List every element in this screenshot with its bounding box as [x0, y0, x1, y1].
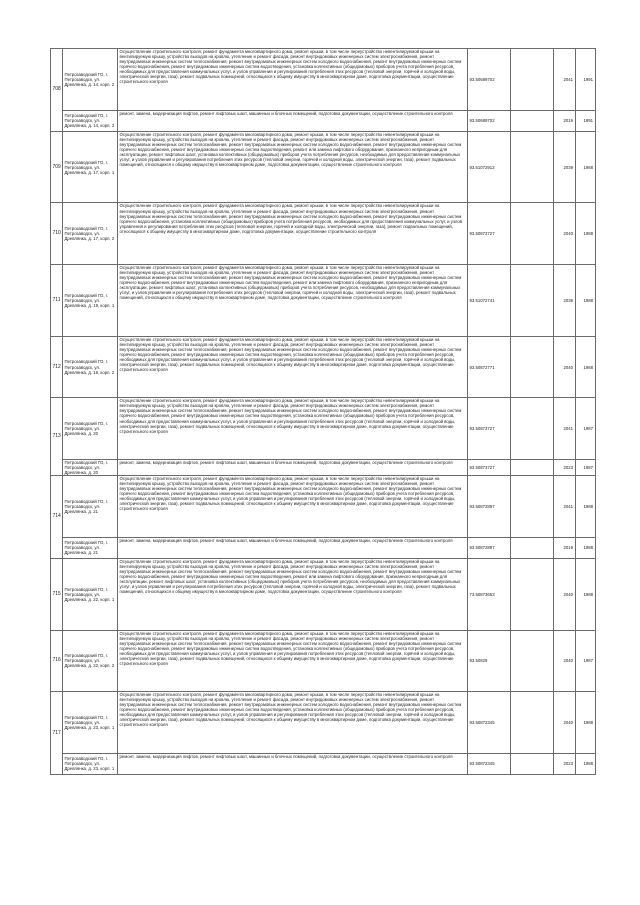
repair-year: 2041: [554, 49, 576, 111]
table-row: [51, 398, 596, 460]
repair-year: 2041: [554, 398, 576, 460]
construction-year: 1988: [576, 692, 596, 754]
row-number: 711: [51, 265, 63, 337]
works-cell: Осуществление строительного контроля, ремонт фундамента многоквартирного дома, ремонт крыши, в том числе переустройство невентилируемой крыши на вентилируемую крышу, устройство выходов на кровлю, утепление и ремонт фасада, ремонт внутридомовых инженерных систем электроснабжения, ремонт внутридомовых инженерных систем теплоснабжения, ремонт внутридомовых инженерных систем холодного водоснабжения, ремонт внутридомовых инженерных систем горячего водоснабжения, ремонт внутридомовых инженерных систем водоотведения, установка коллективных (общедомовых) приборов учета потребления ресурсов, необходимых для предоставления коммунальных услуг, и узлов управления и регулирования потребления этих ресурсов (тепловой энергии, горячей и холодной воды, электрической энергии, газа), ремонт подвальных помещений, относящихся к общему имуществу в многоквартирном доме, подготовка документации, осуществление строительного контроля: [118, 630, 468, 692]
construction-year: 1991: [576, 110, 596, 131]
blank-cell: [511, 558, 554, 630]
construction-year: 1988: [576, 131, 596, 203]
blank-cell: [511, 336, 554, 398]
blank-cell: [511, 630, 554, 692]
cadastral-code: 93.50872771: [468, 336, 511, 398]
construction-year: 1987: [576, 459, 596, 475]
blank-cell: [511, 476, 554, 538]
table-row: [51, 630, 596, 692]
blank-cell: [511, 692, 554, 754]
cadastral-code: 93.50872345: [468, 692, 511, 754]
table-row: [51, 459, 596, 475]
cadastral-code: 93.50829: [468, 630, 511, 692]
table-body: [51, 49, 596, 775]
address-cell: Петрозаводский ГО, г. Петрозаводск, ул. Древлянка, д. 22, корп. 2: [63, 630, 118, 692]
blank-cell: [511, 265, 554, 337]
cadastral-code: 93.50872897: [468, 537, 511, 558]
table-row: [51, 537, 596, 558]
address-cell: Петрозаводский ГО, г. Петрозаводск, ул. Древлянка, д. 23, корп. 1: [63, 753, 118, 774]
works-cell: Осуществление строительного контроля, ремонт фундамента многоквартирного дома, ремонт крыши, в том числе переустройство невентилируемой крыши на вентилируемую крышу, устройство выходов на кровлю, утепление и ремонт фасада, ремонт внутридомовых инженерных систем электроснабжения, ремонт внутридомовых инженерных систем теплоснабжения, ремонт внутридомовых инженерных систем холодного водоснабжения, ремонт внутридомовых инженерных систем горячего водоснабжения, установка коллективных (общедомовых) приборов учета потребления ресурсов, необходимых для предоставления коммунальных услуг, и узлов управления и регулирования потребления этих ресурсов (тепловой энергии, горячей и холодной воды, электрической энергии, газа), ремонт подвальных помещений, относящихся к общему имуществу в многоквартирном доме, подготовка документации, осуществление строительного контроля: [118, 203, 468, 265]
address-cell: Петрозаводский ГО, г. Петрозаводск, ул. Древлянка, д. 22, корп. 1: [63, 558, 118, 630]
blank-cell: [511, 110, 554, 131]
construction-year: 1988: [576, 537, 596, 558]
address-cell: Петрозаводский ГО, г. Петрозаводск, ул. Древлянка, д. 17, корп. 1: [63, 131, 118, 203]
address-cell: Петрозаводский ГО, г. Петрозаводск, ул. Древлянка, д. 17, корп. 2: [63, 203, 118, 265]
cadastral-code: 93.51072741: [468, 265, 511, 337]
construction-year: 1988: [576, 558, 596, 630]
repair-year: 2039: [554, 131, 576, 203]
row-number: 712: [51, 336, 63, 398]
repair-year: 2039: [554, 265, 576, 337]
cadastral-code: 93.50872897: [468, 476, 511, 538]
table-row: [51, 265, 596, 337]
repair-year: 2023: [554, 459, 576, 475]
repair-year: 2019: [554, 110, 576, 131]
construction-year: 1987: [576, 630, 596, 692]
row-number: 717: [51, 692, 63, 775]
works-cell: Осуществление строительного контроля, ремонт фундамента многоквартирного дома, ремонт крыши, в том числе переустройство невентилируемой крыши на вентилируемую крышу, устройство выходов на кровлю, утепление и ремонт фасада, ремонт внутридомовых инженерных систем электроснабжения, ремонт внутридомовых инженерных систем теплоснабжения, ремонт внутридомовых инженерных систем холодного водоснабжения, ремонт внутридомовых инженерных систем горячего водоснабжения, ремонт внутридомовых инженерных систем водоотведения, ремонт или замена лифтового оборудования, признанного непригодным для эксплуатации, ремонт лифтовых шахт, установка коллективных (общедомовых) приборов учета потребления ресурсов, необходимых для предоставления коммунальных услуг, и узлов управления и регулирования потребления этих ресурсов (тепловой энергии, горячей и холодной воды, электрической энергии, газа), ремонт подвальных помещений, относящихся к общему имуществу в многоквартирном доме, подготовка документации, осуществление строительного контроля: [118, 131, 468, 203]
cadastral-code: 93.50873727: [468, 459, 511, 475]
blank-cell: [511, 203, 554, 265]
blank-cell: [511, 753, 554, 774]
row-number: 715: [51, 558, 63, 630]
repair-year: 2040: [554, 692, 576, 754]
table-row: [51, 558, 596, 630]
cadastral-code: 93.50689702: [468, 49, 511, 111]
blank-cell: [511, 537, 554, 558]
cadastral-code: 93.50872345: [468, 753, 511, 774]
cadastral-code: 73.50873653: [468, 558, 511, 630]
cadastral-code: 93.50873727: [468, 398, 511, 460]
row-number: 708: [51, 49, 63, 132]
row-number: 713: [51, 398, 63, 476]
construction-year: 1988: [576, 203, 596, 265]
address-cell: Петрозаводский ГО, г. Петрозаводск, ул. Древлянка, д. 14, корп. 2: [63, 110, 118, 131]
repair-year: 2023: [554, 753, 576, 774]
table-row: [51, 49, 596, 111]
row-number: 716: [51, 630, 63, 692]
works-cell: Осуществление строительного контроля, ремонт фундамента многоквартирного дома, ремонт крыши, в том числе переустройство невентилируемой крыши на вентилируемую крышу, устройство выходов на кровлю, утепление и ремонт фасада, ремонт внутридомовых инженерных систем электроснабжения, ремонт внутридомовых инженерных систем теплоснабжения, ремонт внутридомовых инженерных систем холодного водоснабжения, ремонт внутридомовых инженерных систем горячего водоснабжения, ремонт внутридомовых инженерных систем водоотведения, установка коллективных (общедомовых) приборов учета потребления ресурсов, необходимых для предоставления коммунальных услуг, и узлов управления и регулирования потребления этих ресурсов (тепловой энергии, горячей и холодной воды, электрической энергии, газа), ремонт подвальных помещений, относящихся к общему имуществу в многоквартирном доме, подготовка документации, осуществление строительного контроля: [118, 49, 468, 111]
works-cell: ремонт, замена, модернизация лифтов, ремонт лифтовых шахт, машинных и блочных помещений, подготовка документации, осуществление строительного контроля: [118, 537, 468, 558]
blank-cell: [511, 398, 554, 460]
address-cell: Петрозаводский ГО, г. Петрозаводск, ул. Древлянка, д. 23, корп. 1: [63, 692, 118, 754]
works-cell: ремонт, замена, модернизация лифтов, ремонт лифтовых шахт, машинных и блочных помещений, подготовка документации, осуществление строительного контроля: [118, 110, 468, 131]
works-cell: ремонт, замена, модернизация лифтов, ремонт лифтовых шахт, машинных и блочных помещений, подготовка документации, осуществление строительного контроля: [118, 753, 468, 774]
construction-year: 1991: [576, 49, 596, 111]
cadastral-code: 93.50872727: [468, 203, 511, 265]
blank-cell: [511, 49, 554, 111]
repair-year: 2041: [554, 476, 576, 538]
table-row: [51, 110, 596, 131]
works-cell: Осуществление строительного контроля, ремонт фундамента многоквартирного дома, ремонт крыши, в том числе переустройство невентилируемой крыши на вентилируемую крышу, устройство выходов на кровлю, утепление и ремонт фасада, ремонт внутридомовых инженерных систем электроснабжения, ремонт внутридомовых инженерных систем теплоснабжения, ремонт внутридомовых инженерных систем холодного водоснабжения, ремонт внутридомовых инженерных систем горячего водоснабжения, ремонт внутридомовых инженерных систем водоотведения, ремонт или замена лифтового оборудования, признанного непригодным для эксплуатации, ремонт лифтовых шахт, установка коллективных (общедомовых) приборов учета потребления ресурсов, необходимых для предоставления коммунальных услуг, и узлов управления и регулирования потребления этих ресурсов (тепловой энергии, горячей и холодной воды, электрической энергии, газа), ремонт подвальных помещений, относящихся к общему имуществу в многоквартирном доме, подготовка документации, осуществление строительного контроля: [118, 265, 468, 337]
construction-year: 1988: [576, 336, 596, 398]
blank-cell: [511, 459, 554, 475]
capital-repair-program-table: [50, 48, 596, 775]
address-cell: Петрозаводский ГО, г. Петрозаводск, ул. Древлянка, д. 20: [63, 459, 118, 475]
repair-year: 2040: [554, 203, 576, 265]
table-row: [51, 476, 596, 538]
works-cell: ремонт, замена, модернизация лифтов, ремонт лифтовых шахт, машинных и блочных помещений, подготовка документации, осуществление строительного контроля: [118, 459, 468, 475]
construction-year: 1988: [576, 753, 596, 774]
table-row: [51, 203, 596, 265]
address-cell: Петрозаводский ГО, г. Петрозаводск, ул. Древлянка, д. 14, корп. 2: [63, 49, 118, 111]
address-cell: Петрозаводский ГО, г. Петрозаводск, ул. Древлянка, д. 19, корп. 2: [63, 336, 118, 398]
repair-year: 2040: [554, 558, 576, 630]
construction-year: 1988: [576, 265, 596, 337]
table-row: [51, 753, 596, 774]
works-cell: Осуществление строительного контроля, ремонт фундамента многоквартирного дома, ремонт крыши, в том числе переустройство невентилируемой крыши на вентилируемую крышу, устройство выходов на кровлю, утепление и ремонт фасада, ремонт внутридомовых инженерных систем электроснабжения, ремонт внутридомовых инженерных систем теплоснабжения, ремонт внутридомовых инженерных систем холодного водоснабжения, ремонт внутридомовых инженерных систем горячего водоснабжения, ремонт внутридомовых инженерных систем водоотведения, установка коллективных (общедомовых) приборов учета потребления ресурсов, необходимых для предоставления коммунальных услуг, и узлов управления и регулирования потребления этих ресурсов (тепловой энергии, горячей и холодной воды, электрической энергии, газа), ремонт подвальных помещений, относящихся к общему имуществу в многоквартирном доме, подготовка документации, осуществление строительного контроля: [118, 476, 468, 538]
works-cell: Осуществление строительного контроля, ремонт фундамента многоквартирного дома, ремонт крыши, в том числе переустройство невентилируемой крыши на вентилируемую крышу, устройство выходов на кровлю, утепление и ремонт фасада, ремонт внутридомовых инженерных систем электроснабжения, ремонт внутридомовых инженерных систем теплоснабжения, ремонт внутридомовых инженерных систем холодного водоснабжения, ремонт внутридомовых инженерных систем горячего водоснабжения, ремонт внутридомовых инженерных систем водоотведения, ремонт или замена лифтового оборудования, признанного непригодным для эксплуатации, ремонт лифтовых шахт, установка коллективных (общедомовых) приборов учета потребления ресурсов, необходимых для предоставления коммунальных услуг, и узлов управления и регулирования потребления этих ресурсов (тепловой энергии, горячей и холодной воды, электрической энергии, газа), ремонт подвальных помещений, относящихся к общему имуществу в многоквартирном доме, подготовка документации, осуществление строительного контроля: [118, 558, 468, 630]
blank-cell: [511, 131, 554, 203]
works-cell: Осуществление строительного контроля, ремонт фундамента многоквартирного дома, ремонт крыши, в том числе переустройство невентилируемой крыши на вентилируемую крышу, устройство выходов на кровлю, утепление и ремонт фасада, ремонт внутридомовых инженерных систем электроснабжения, ремонт внутридомовых инженерных систем теплоснабжения, ремонт внутридомовых инженерных систем холодного водоснабжения, ремонт внутридомовых инженерных систем горячего водоснабжения, ремонт внутридомовых инженерных систем водоотведения, установка коллективных (общедомовых) приборов учета потребления ресурсов, необходимых для предоставления коммунальных услуг, и узлов управления и регулирования потребления этих ресурсов (тепловой энергии, горячей и холодной воды, электрической энергии, газа), ремонт подвальных помещений, относящихся к общему имуществу в многоквартирном доме, подготовка документации, осуществление строительного контроля: [118, 336, 468, 398]
construction-year: 1987: [576, 398, 596, 460]
repair-year: 2019: [554, 537, 576, 558]
table-row: [51, 336, 596, 398]
row-number: 709: [51, 131, 63, 203]
repair-year: 2040: [554, 630, 576, 692]
cadastral-code: 93.50689702: [468, 110, 511, 131]
repair-year: 2040: [554, 336, 576, 398]
row-number: 714: [51, 476, 63, 559]
works-cell: Осуществление строительного контроля, ремонт фундамента многоквартирного дома, ремонт крыши, в том числе переустройство невентилируемой крыши на вентилируемую крышу, устройство выходов на кровлю, утепление и ремонт фасада, ремонт внутридомовых инженерных систем электроснабжения, ремонт внутридомовых инженерных систем теплоснабжения, ремонт внутридомовых инженерных систем холодного водоснабжения, ремонт внутридомовых инженерных систем горячего водоснабжения, ремонт внутридомовых инженерных систем водоотведения, установка коллективных (общедомовых) приборов учета потребления ресурсов, необходимых для предоставления коммунальных услуг, и узлов управления и регулирования потребления этих ресурсов (тепловой энергии, горячей и холодной воды, электрической энергии, газа), ремонт подвальных помещений, относящихся к общему имуществу в многоквартирном доме, подготовка документации, осуществление строительного контроля: [118, 398, 468, 460]
address-cell: Петрозаводский ГО, г. Петрозаводск, ул. Древлянка, д. 21: [63, 476, 118, 538]
row-number: 710: [51, 203, 63, 265]
construction-year: 1988: [576, 476, 596, 538]
table-row: [51, 131, 596, 203]
address-cell: Петрозаводский ГО, г. Петрозаводск, ул. Древлянка, д. 19, корп. 1: [63, 265, 118, 337]
works-cell: Осуществление строительного контроля, ремонт фундамента многоквартирного дома, ремонт крыши, в том числе переустройство невентилируемой крыши на вентилируемую крышу, устройство выходов на кровлю, утепление и ремонт фасада, ремонт внутридомовых инженерных систем электроснабжения, ремонт внутридомовых инженерных систем теплоснабжения, ремонт внутридомовых инженерных систем холодного водоснабжения, ремонт внутридомовых инженерных систем горячего водоснабжения, ремонт внутридомовых инженерных систем водоотведения, установка коллективных (общедомовых) приборов учета потребления ресурсов, необходимых для предоставления коммунальных услуг, и узлов управления и регулирования потребления этих ресурсов (тепловой энергии, горячей и холодной воды, электрической энергии, газа), ремонт подвальных помещений, относящихся к общему имуществу в многоквартирном доме, подготовка документации, осуществление строительного контроля: [118, 692, 468, 754]
address-cell: Петрозаводский ГО, г. Петрозаводск, ул. Древлянка, д. 20: [63, 398, 118, 460]
table-row: [51, 692, 596, 754]
address-cell: Петрозаводский ГО, г. Петрозаводск, ул. Древлянка, д. 21: [63, 537, 118, 558]
cadastral-code: 93.51072912: [468, 131, 511, 203]
